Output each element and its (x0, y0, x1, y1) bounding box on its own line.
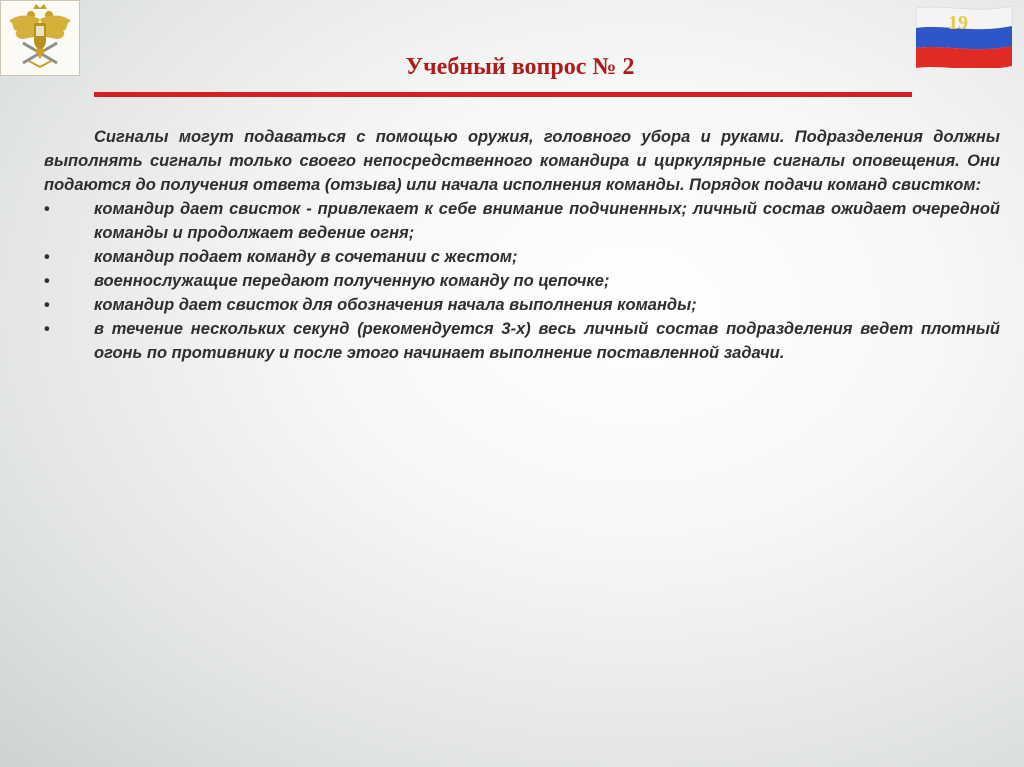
bullet-text: в течение нескольких секунд (рекомендуется 3-х) весь личный состав подразделения ведет плотный огонь по противнику и после этого начинает выполнение поставленной задачи. (94, 320, 1000, 362)
bullet-item (44, 269, 1000, 293)
coat-of-arms-icon (0, 0, 80, 76)
bullet-item (44, 317, 1000, 365)
bullet-mark: • (44, 200, 50, 218)
intro-paragraph: Сигналы могут подаваться с помощью оружия, головного убора и руками. Подразделения должны выполнять сигналы только своего непосредственного командира и циркулярные сигналы оповещения. Они подаются до получения ответа (отзыва) или начала исполнения команды. Порядок подачи команд свистком: (44, 128, 1000, 194)
bullet-mark: • (44, 272, 50, 290)
bullet-item (44, 245, 1000, 269)
slide-number: 19 (948, 12, 968, 34)
title-underline (94, 92, 912, 97)
bullet-text: военнослужащие передают полученную команду по цепочке; (94, 272, 610, 290)
bullet-text: командир дает свисток для обозначения начала выполнения команды; (94, 296, 697, 314)
slide-body (44, 125, 1000, 365)
bullet-text: командир подает команду в сочетании с жестом; (94, 248, 518, 266)
bullet-item (44, 293, 1000, 317)
bullet-text: командир дает свисток - привлекает к себе внимание подчиненных; личный состав ожидает очередной команды и продолжает ведение огня; (94, 200, 1000, 242)
bullet-mark: • (44, 320, 50, 338)
slide-title: Учебный вопрос № 2 (405, 54, 635, 80)
bullet-item (44, 197, 1000, 245)
bullet-mark: • (44, 248, 50, 266)
bullet-mark: • (44, 296, 50, 314)
